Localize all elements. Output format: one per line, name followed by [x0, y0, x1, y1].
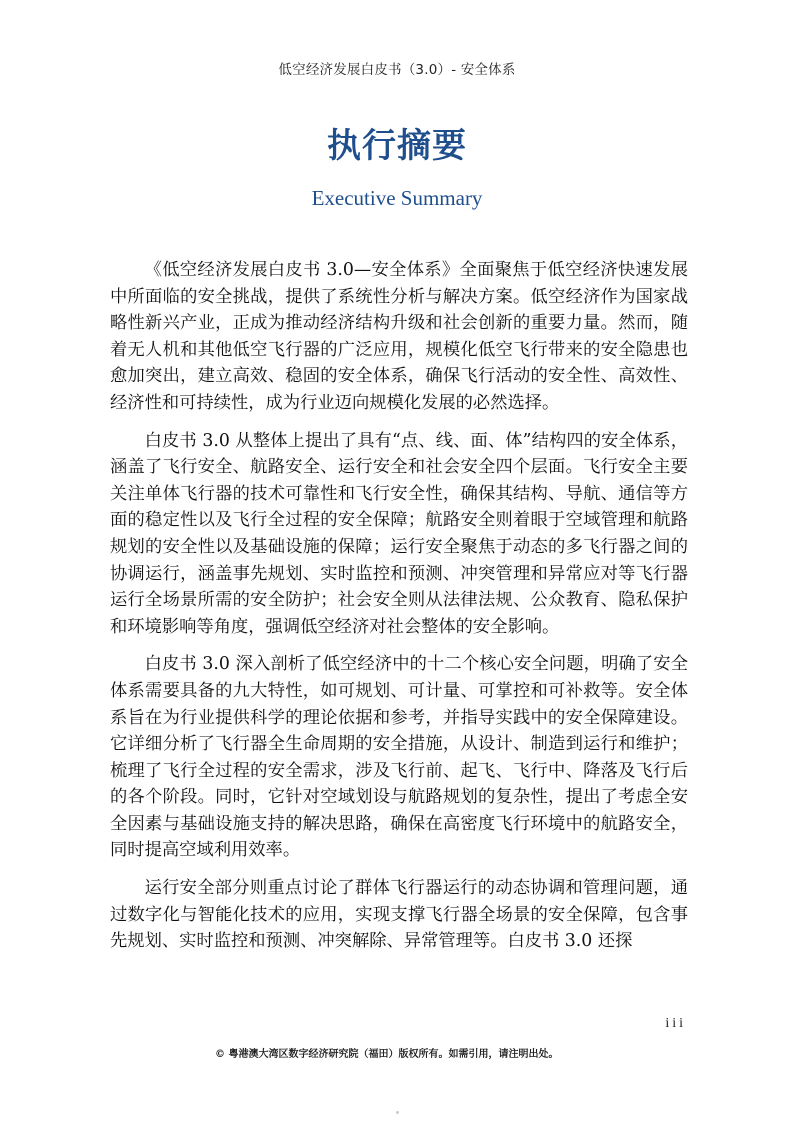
page-dot-mark	[396, 1111, 399, 1114]
paragraph: 运行安全部分则重点讨论了群体飞行器运行的动态协调和管理问题，通过数字化与智能化技术的应用，实现支撑飞行器全场景的安全保障，包含事先规划、实时监控和预测、冲突解除、异常管理等。白皮书 3.0 还探	[110, 878, 688, 952]
body-text	[110, 257, 688, 966]
paragraph: 白皮书 3.0 从整体上提出了具有“点、线、面、体”结构四的安全体系，涵盖了飞行安全、航路安全、运行安全和社会安全四个层面。飞行安全主要关注单体飞行器的技术可靠性和飞行安全性，确保其结构、导航、通信等方面的稳定性以及飞行全过程的安全保障；航路安全则着眼于空域管理和航路规划的安全性以及基础设施的保障；运行安全聚焦于动态的多飞行器之间的协调运行，涵盖事先规划、实时监控和预测、冲突管理和异常应对等飞行器运行全场景所需的安全防护；社会安全则从法律法规、公众教育、隐私保护和环境影响等角度，强调低空经济对社会整体的安全影响。	[110, 430, 688, 637]
paragraph: 白皮书 3.0 深入剖析了低空经济中的十二个核心安全问题，明确了安全体系需要具备的九大特性，如可规划、可计量、可掌控和可补救等。安全体系旨在为行业提供科学的理论依据和参考，并指导实践中的安全保障建设。它详细分析了飞行器全生命周期的安全措施，从设计、制造到运行和维护；梳理了飞行全过程的安全需求，涉及飞行前、起飞、飞行中、降落及飞行后的各个阶段。同时，它针对空域划设与航路规划的复杂性，提出了考虑全安全因素与基础设施支持的解决思路，确保在高密度飞行环境中的航路安全，同时提高空域利用效率。	[110, 654, 688, 861]
copyright-notice: © 粤港澳大湾区数字经济研究院（福田）版权所有。如需引用，请注明出处。	[215, 1049, 559, 1060]
running-header: 低空经济发展白皮书（3.0）- 安全体系	[278, 62, 516, 78]
page-title: 执行摘要	[327, 126, 467, 166]
page-number: iii	[665, 1016, 686, 1031]
paragraph: 《低空经济发展白皮书 3.0—安全体系》全面聚焦于低空经济快速发展中所面临的安全挑战，提供了系统性分析与解决方案。低空经济作为国家战略性新兴产业，正成为推动经济结构升级和社会创新的重要力量。然而，随着无人机和其他低空飞行器的广泛应用，规模化低空飞行带来的安全隐患也愈加突出，建立高效、稳固的安全体系，确保飞行活动的安全性、高效性、经济性和可持续性，成为行业迈向规模化发展的必然选择。	[110, 260, 688, 413]
page-subtitle: Executive Summary	[311, 186, 483, 210]
